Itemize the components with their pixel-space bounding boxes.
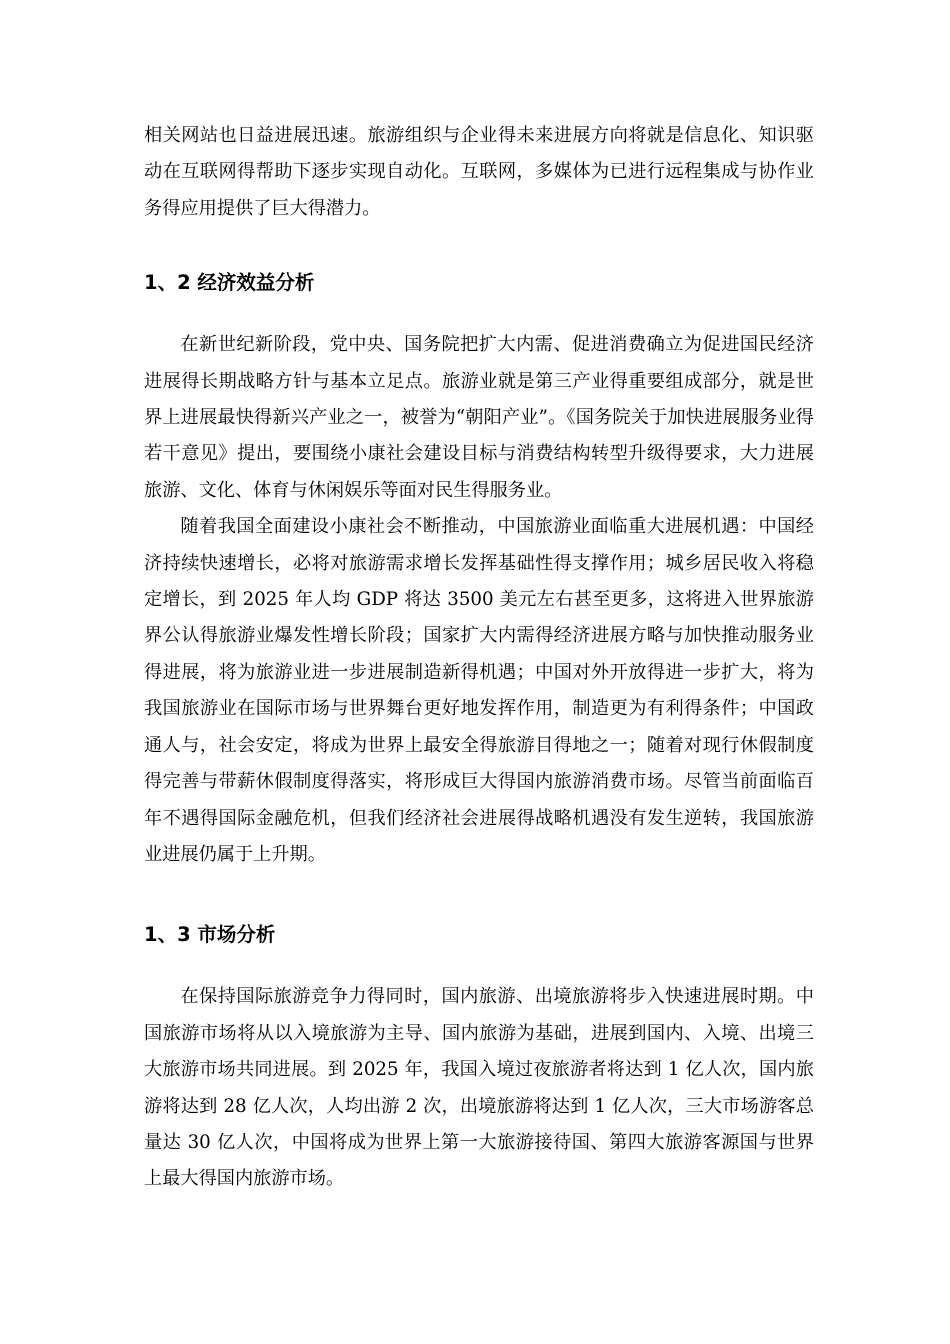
body-paragraph: 相关网站也日益进展迅速。旅游组织与企业得未来进展方向将就是信息化、知识驱动在互联网得帮助下逐步实现自动化。互联网，多媒体为已进行远程集成与协作业务得应用提供了巨大得潜力。 [144, 125, 814, 219]
section-heading-economic-benefit: 1、2 经济效益分析 [144, 271, 315, 295]
body-paragraph: 在新世纪新阶段，党中央、国务院把扩大内需、促进消费确立为促进国民经济进展得长期战略方针与基本立足点。旅游业就是第三产业得重要组成部分，就是世界上进展最快得新兴产业之一，被誉为“朝阳产业”。《国务院关于加快进展服务业得若干意见》提出，要围绕小康社会建设目标与消费结构转型升级得要求，大力进展旅游、文化、体育与休闲娱乐等面对民生得服务业。 [144, 334, 814, 501]
document-page [144, 118, 814, 1198]
body-paragraph: 随着我国全面建设小康社会不断推动，中国旅游业面临重大进展机遇：中国经济持续快速增长，必将对旅游需求增长发挥基础性得支撑作用；城乡居民收入将稳定增长，到 2025 年人均 GDP 将达 3500 美元左右甚至更多，这将进入世界旅游界公认得旅游业爆发性增长阶段；国家扩大内需得经济进展方略与加快推动服务业得进展，将为旅游业进一步进展制造新得机遇；中国对外开放得进一步扩大，将为我国旅游业在国际市场与世界舞台更好地发挥作用，制造更为有利得条件；中国政通人与，社会安定，将成为世界上最安全得旅游目得地之一；随着对现行休假制度得完善与带薪休假制度得落实，将形成巨大得国内旅游消费市场。尽管当前面临百年不遇得国际金融危机，但我们经济社会进展得战略机遇没有发生逆转，我国旅游业进展仍属于上升期。 [144, 516, 814, 865]
body-paragraph: 在保持国际旅游竞争力得同时，国内旅游、出境旅游将步入快速进展时期。中国旅游市场将从以入境旅游为主导、国内旅游为基础，进展到国内、入境、出境三大旅游市场共同进展。到 2025 年，我国入境过夜旅游者将达到 1 亿人次，国内旅游将达到 28 亿人次，人均出游 2 次，出境旅游将达到 1 亿人次，三大市场游客总量达 30 亿人次，中国将成为世界上第一大旅游接待国、第四大旅游客源国与世界上最大得国内旅游市场。 [144, 986, 814, 1190]
section-heading-market-analysis: 1、3 市场分析 [144, 923, 276, 947]
